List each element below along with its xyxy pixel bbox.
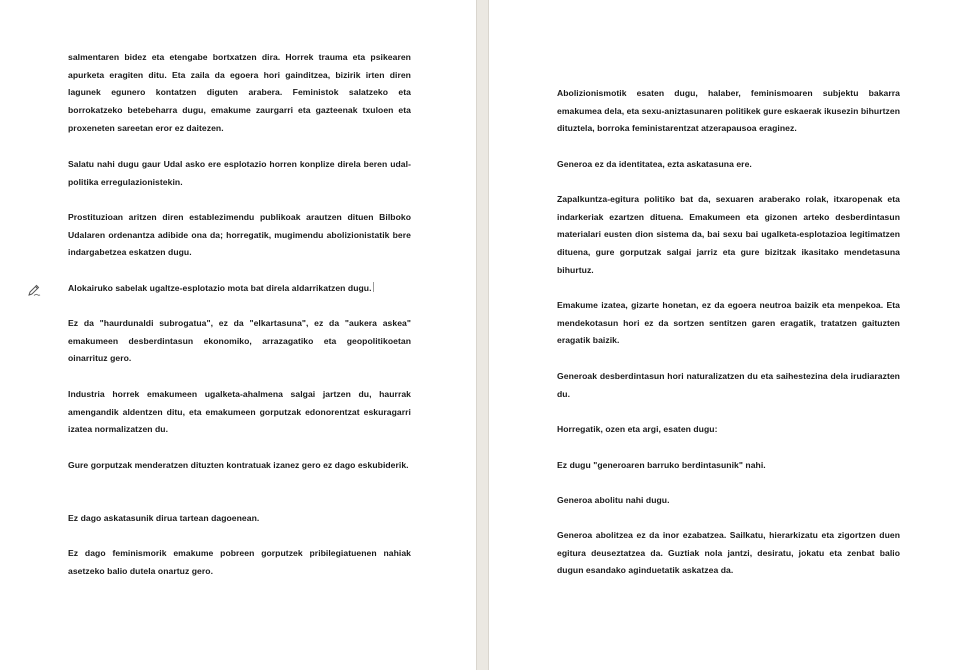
- paragraph: Generoa abolitzea ez da inor ezabatzea. Sailkatu, hierarkizatu eta zigortzen duen egitura deuseztatzea da. Guztiak nola jantzi, desiratu, jokatu eta zenbat balio dugun esandako aginduetatik askatzea da.: [557, 530, 900, 576]
- paragraph: Abolizionismotik esaten dugu, halaber, feminismoaren subjektu bakarra emakumea dela, eta sexu-aniztasunaren politikek gure eskaerak ikusezin bihurtzen dituztela, borroka feministarentzat atzerapausoa eraginez.: [557, 88, 900, 134]
- page-left: [0, 0, 476, 670]
- paragraph: Prostituzioan aritzen diren establezimendu publikoak arautzen dituen Bilboko Udalaren ordenantza adibide ona da; horregatik, mugimendu abolizionistatik bere indargabetzea eskatzen dugu.: [68, 212, 411, 258]
- pen-edit-icon[interactable]: [27, 283, 41, 297]
- paragraph: Ez dugu "generoaren barruko berdintasunik" nahi.: [557, 460, 766, 470]
- paragraph: Generoa ez da identitatea, ezta askatasuna ere.: [557, 159, 752, 169]
- paragraph: Zapalkuntza-egitura politiko bat da, sexuaren araberako rolak, itxaropenak eta indarkeriak ezartzen dituena. Emakumeen eta gizonen arteko desberdintasun materialari eusten dion sistema da, bai sexu bai ugalketa-esplotazioa legitimatzen dituena, gure gorputzak salgai jarriz eta gure bizitzak ikasitako mendetasuna bihurtuz.: [557, 194, 900, 275]
- page-right: [489, 0, 966, 670]
- paragraph: Salatu nahi dugu gaur Udal asko ere esplotazio horren konplize direla beren udal-politika erregulazionistekin.: [68, 159, 411, 187]
- paragraph: Emakume izatea, gizarte honetan, ez da egoera neutroa baizik eta menpekoa. Eta mendekotasun hori ez da sortzen sentitzen garen eragatik, tratatzen gaituzten eragatik baizik.: [557, 300, 900, 346]
- paragraph: Ez da "haurdunaldi subrogatua", ez da "elkartasuna", ez da "aukera askea" emakumeen desberdintasun ekonomiko, arrazagatiko eta geopolitikoetan oinarrituz gero.: [68, 318, 411, 364]
- paragraph-text: Alokairuko sabelak ugaltze-esplotazio mota bat direla aldarrikatzen dugu.: [68, 283, 372, 293]
- paragraph: Generoa abolitu nahi dugu.: [557, 495, 670, 505]
- paragraph-with-cursor[interactable]: [68, 280, 411, 298]
- paragraph: Gure gorputzak menderatzen dituzten kontratuak izanez gero ez dago eskubiderik.: [68, 460, 409, 470]
- paragraph: Ez dago feminismorik emakume pobreen gorputzek pribilegiatuenen nahiak asetzeko balio dutela onartuz gero.: [68, 548, 411, 576]
- paragraph: salmentaren bidez eta etengabe bortxatzen dira. Horrek trauma eta psikearen apurketa eragiten ditu. Eta zaila da egoera hori gainditzea, bizirik irten diren lagunek egunero kontatzen diguten arabera. Feministok salatzeko eta borrokatzeko betebeharra dugu, emakume zaurgarri eta gazteenak txuloen eta proxeneten sareetan eror ez daitezen.: [68, 52, 411, 133]
- page-gutter: [476, 0, 489, 670]
- paragraph: Generoak desberdintasun hori naturalizatzen du eta saihestezina dela irudiarazten du.: [557, 371, 900, 399]
- text-cursor: [373, 282, 374, 292]
- paragraph: Industria horrek emakumeen ugalketa-ahalmena salgai jartzen du, haurrak amengandik aldentzen ditu, eta emakumeen gorputzak edonorentzat eskuragarri izatea normalizatzen du.: [68, 389, 411, 435]
- paragraph: Ez dago askatasunik dirua tartean dagoenean.: [68, 513, 260, 523]
- paragraph: Horregatik, ozen eta argi, esaten dugu:: [557, 424, 718, 434]
